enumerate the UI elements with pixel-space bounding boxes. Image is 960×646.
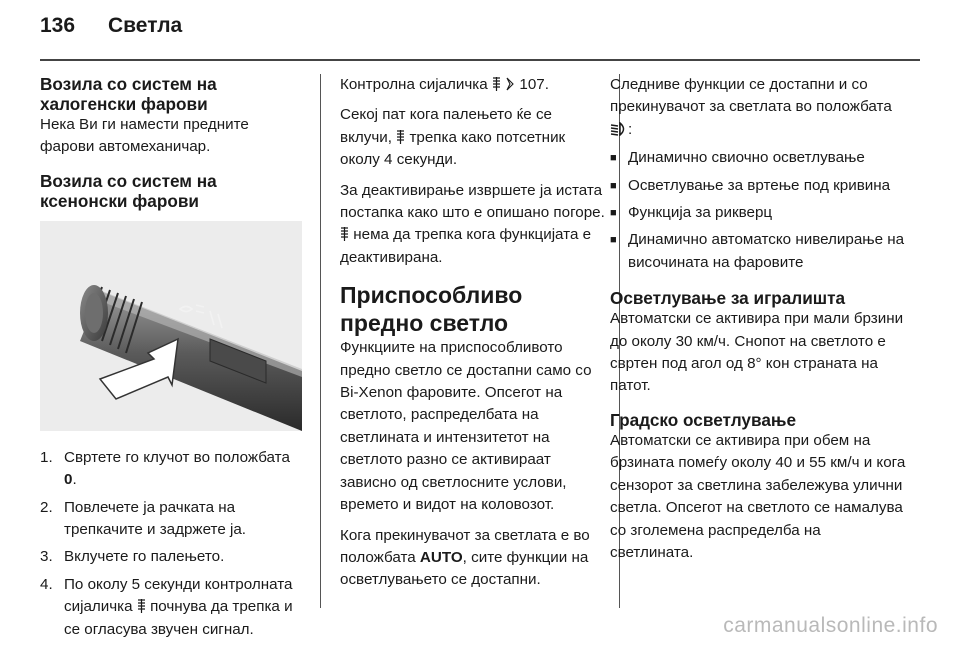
paragraph-reminder: Секој пат кога палењето ќе се вклучи, трепка како потсетник околу 4 секунди. [340, 106, 566, 169]
header-rule [40, 59, 920, 61]
paragraph-halogen: Нека Ви ги намести предните фарови автомеханичар. [40, 116, 249, 156]
bullet-square-icon: ■ [610, 234, 617, 247]
paragraph-auto-position: Кога прекинувачот за светлата е во положбата AUTO, сите функции на осветлувањето се достапни. [340, 526, 590, 589]
list-item: ■ Динамично автоматско нивелирање на височината на фаровите [610, 229, 906, 274]
headlight-range-warning-icon [137, 599, 146, 613]
list-item: ■ Функција за рикверц [610, 202, 906, 224]
step-text: Повлечете ја рачката на трепкачите и задржете ја. [64, 498, 247, 539]
paragraph-country-lighting: Автоматски се активира при мали брзини до околу 30 км/ч. Снопот на светлото е свртен под агол од 8° кон страната на патот. [610, 310, 904, 395]
step-text: Свртете го клучот во положбата 0. [64, 448, 290, 489]
watermark: carmanualsonline.info [723, 614, 938, 637]
paragraph-deactivation: За деактивирање извршете ја истата постапка како што е опишано погоре. нема да трепка кога функцијата е деактивирана. [340, 181, 605, 266]
step-number: 2. [40, 498, 53, 516]
list-item: ■ Динамично свиочно осветлување [610, 147, 906, 169]
page-header [40, 14, 920, 44]
list-item [40, 447, 306, 492]
list-item: ■ Осветлување за вртење под кривина [610, 175, 906, 197]
steps-list [40, 447, 306, 641]
column-1 [40, 74, 306, 646]
bullet-square-icon: ■ [610, 152, 617, 165]
paragraph-control-light: Контролна сијаличка 107. [340, 76, 549, 93]
paragraph-available-functions: Следниве функции се достапни и со прекинувачот за светлата во положбата : [610, 76, 892, 138]
column-2 [340, 74, 608, 592]
indicator-stalk-illustration [40, 221, 302, 431]
heading-town-lighting: Градско осветлување [610, 409, 797, 430]
heading-adaptive-light: Приспособливо предно светло [340, 282, 523, 337]
step-number: 3. [40, 548, 53, 566]
list-item [40, 574, 306, 641]
page-number: 136 [40, 14, 76, 37]
heading-xenon: Возила со систем на ксенонски фарови [40, 170, 217, 211]
heading-country-lighting: Осветлување за игралишта [610, 288, 846, 309]
step-number: 4. [40, 575, 53, 593]
functions-list [610, 147, 906, 274]
column-divider-1 [320, 74, 321, 608]
headlight-range-warning-icon [340, 227, 349, 241]
step-number: 1. [40, 448, 53, 466]
step-text: По околу 5 секунди контролната сијаличка почнува да трепка и се огласува звучен сигнал. [64, 575, 293, 638]
page-reference-icon [505, 77, 515, 91]
chapter-title: Светла [108, 14, 183, 37]
list-item [40, 546, 306, 568]
bullet-square-icon: ■ [610, 207, 617, 220]
low-beam-icon [610, 122, 628, 136]
step-text: Вклучете го палењето. [64, 548, 225, 566]
stalk-drawing-icon [40, 221, 302, 431]
paragraph-town-lighting: Автоматски се активира при обем на брзината помеѓу околу 40 и 55 км/ч и кога сензорот за светлина забележува улични светла. Опсегот на светлото се намалува со зголемена распределба на светлината. [610, 431, 906, 561]
headlight-range-warning-icon [492, 77, 501, 91]
bullet-square-icon: ■ [610, 179, 617, 192]
list-item [40, 497, 306, 542]
auto-position-label: AUTO [419, 548, 463, 566]
heading-halogen: Возила со систем на халогенски фарови [40, 74, 217, 114]
column-3 [610, 74, 906, 564]
paragraph-adaptive-functions: Функциите на приспособливото предно светло се достапни само со Bi-Xenon фаровите. Опсегот на светлото, распределбата на светлината и интензитетот на светлото разно се активираат зависно од светлосните услови, времето и видот на коловозот. [340, 339, 592, 514]
headlight-range-warning-icon [396, 130, 405, 144]
position-zero-label: 0 [64, 471, 73, 489]
